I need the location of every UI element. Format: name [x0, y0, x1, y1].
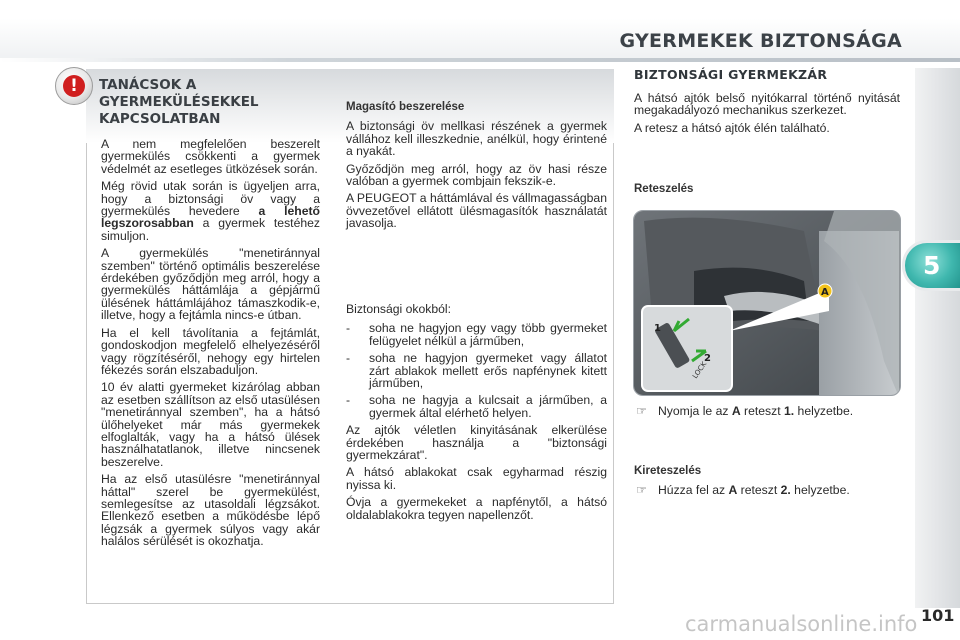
paragraph: Ha el kell távolítania a fejtámlát, gondoskodjon megfelelő elhelyezéséről vagy rögzítéséről, nehogy egy hirtelen fékezés során elszabaduljon.	[101, 325, 320, 377]
pointing-hand-icon: ☞	[636, 483, 647, 497]
bold-text-run: 2.	[780, 483, 791, 497]
text-run: helyzetbe.	[790, 483, 850, 497]
text-run: Még rövid utak során is ügyeljen arra, hogy a biztonsági öv vagy a gyermekülés hevedere	[101, 179, 320, 219]
booster-heading: Magasító beszerelése	[346, 101, 465, 113]
paragraph: Az ajtók véletlen kinyitásának elkerülése érdekében használja a "biztonsági gyermekzárat".	[346, 423, 607, 463]
bold-text-run: a lehető legszorosabban	[101, 204, 321, 231]
lock-heading: Reteszelés	[634, 183, 694, 195]
callout-label: A	[821, 287, 829, 298]
warning-heading	[99, 77, 319, 128]
paragraph: Ha az első utasülésre "menetiránnyal háttal" szerel be gyermekülést, semlegesítse az utasoldali légzsákot. Ellenkező esetben a működésbe lépő légzsák a gyermek súlyos vagy akár halálos sérülését is okozhatja.	[101, 472, 320, 549]
paragraph: A nem megfelelően beszerelt gyermekülés csökkenti a gyermek védelmét az esetleges ütközések során.	[101, 137, 320, 176]
safety-intro: Biztonsági okokból:	[346, 302, 452, 316]
paragraph: A retesz a hátsó ajtók élén található.	[634, 120, 830, 135]
pointing-hand-icon: ☞	[636, 404, 647, 418]
paragraph	[101, 180, 320, 242]
safety-list	[346, 322, 607, 419]
paragraph: 10 év alatti gyermeket kizárólag abban az esetben szállítson az első utasülésen "menetiránnyal szemben", ha a hátsó ülőhelyeket már más gyermekek elfoglalták, vagy ha a hátsó ülések használhatatlanok, illetve nincsenek beszerelve.	[101, 380, 320, 469]
text-run: reteszt	[737, 483, 781, 497]
list-item: - soha ne hagyjon gyermeket vagy állatot zárt ablakok mellett erős napfénynek kitett járműben,	[346, 351, 607, 391]
list-item-text: soha ne hagyja a kulcsait a járműben, a gyermek által elérhető helyen.	[369, 393, 607, 420]
paragraph: Győződjön meg arról, hogy az öv hasi része valóban a gyermek combjain fekszik-e.	[346, 161, 607, 189]
text-run: a gyermek testéhez simuljon.	[101, 216, 320, 243]
paragraph: A hátsó ablakokat csak egyharmad részig nyissa ki.	[346, 465, 607, 492]
unlock-instruction	[636, 483, 850, 497]
side-band	[915, 68, 960, 608]
text-run: Nyomja le az	[658, 404, 732, 418]
paragraph: A hátsó ajtók belső nyitókarral történő nyitását megakadályozó mechanikus szerkezet.	[634, 91, 900, 118]
text-run: Húzza fel az	[658, 483, 729, 497]
list-item-text: soha ne hagyjon gyermeket vagy állatot zárt ablakok mellett erős napfénynek kitett járműben,	[369, 351, 607, 391]
text-run: reteszt	[740, 404, 784, 418]
header-divider	[0, 58, 960, 62]
door-svg	[634, 211, 901, 396]
warning-heading-line: GYERMEKÜLÉSEKKEL	[99, 94, 259, 110]
paragraph: Óvja a gyermekeket a napfénytől, a hátsó oldalablakokra tegyen napellenzőt.	[346, 495, 607, 522]
chapter-number: 5	[923, 251, 941, 280]
warning-heading-line: KAPCSOLATBAN	[99, 111, 221, 127]
text-run: helyzetbe.	[794, 404, 854, 418]
watermark: carmanualsonline.info	[685, 612, 918, 636]
warning-column-right	[346, 101, 607, 235]
paragraph: A PEUGEOT a háttámlával és vállmagasságban övvezetővel ellátott ülésmagasítók használatát javasolja.	[346, 191, 607, 231]
lock-label: LOCK	[691, 360, 709, 381]
childlock-title: BIZTONSÁGI GYERMEKZÁR	[634, 67, 828, 82]
warning-column-left	[101, 138, 320, 553]
unlock-heading: Kireteszelés	[634, 465, 702, 477]
arrow-label-2: 2	[704, 353, 711, 364]
list-item-text: soha ne hagyjon egy vagy több gyermeket felügyelet nélkül a járműben,	[369, 321, 607, 348]
bold-text-run: A	[728, 483, 738, 497]
list-item: - soha ne hagyja a kulcsait a járműben, a gyermek által elérhető helyen.	[346, 393, 607, 420]
bold-text-run: 1.	[784, 404, 795, 418]
door-illustration	[633, 210, 901, 396]
paragraph: A biztonsági öv mellkasi részének a gyermek vállához kell illeszkednie, anélkül, hogy érintené a nyakát.	[346, 119, 607, 159]
page-number: 101	[921, 606, 955, 625]
paragraph: A gyermekülés "menetiránnyal szemben" történő optimális beszerelése érdekében győződjön meg arról, hogy a gyermekülés háttámlája a gépjármű ülésének háttámlájához támaszkodik-e, illetve, hogy a fejtámla nincs-e útban.	[101, 246, 320, 323]
exclamation-icon: !	[70, 76, 78, 96]
lock-instruction	[636, 404, 853, 418]
arrow-label-1: 1	[654, 323, 661, 334]
list-item: - soha ne hagyjon egy vagy több gyermeket felügyelet nélkül a járműben,	[346, 321, 607, 348]
bold-text-run: A	[731, 404, 741, 418]
warning-heading-line: TANÁCSOK A	[99, 77, 197, 93]
childlock-description	[634, 92, 900, 139]
page-title: GYERMEKEK BIZTONSÁGA	[619, 30, 902, 52]
safety-section	[346, 303, 607, 526]
